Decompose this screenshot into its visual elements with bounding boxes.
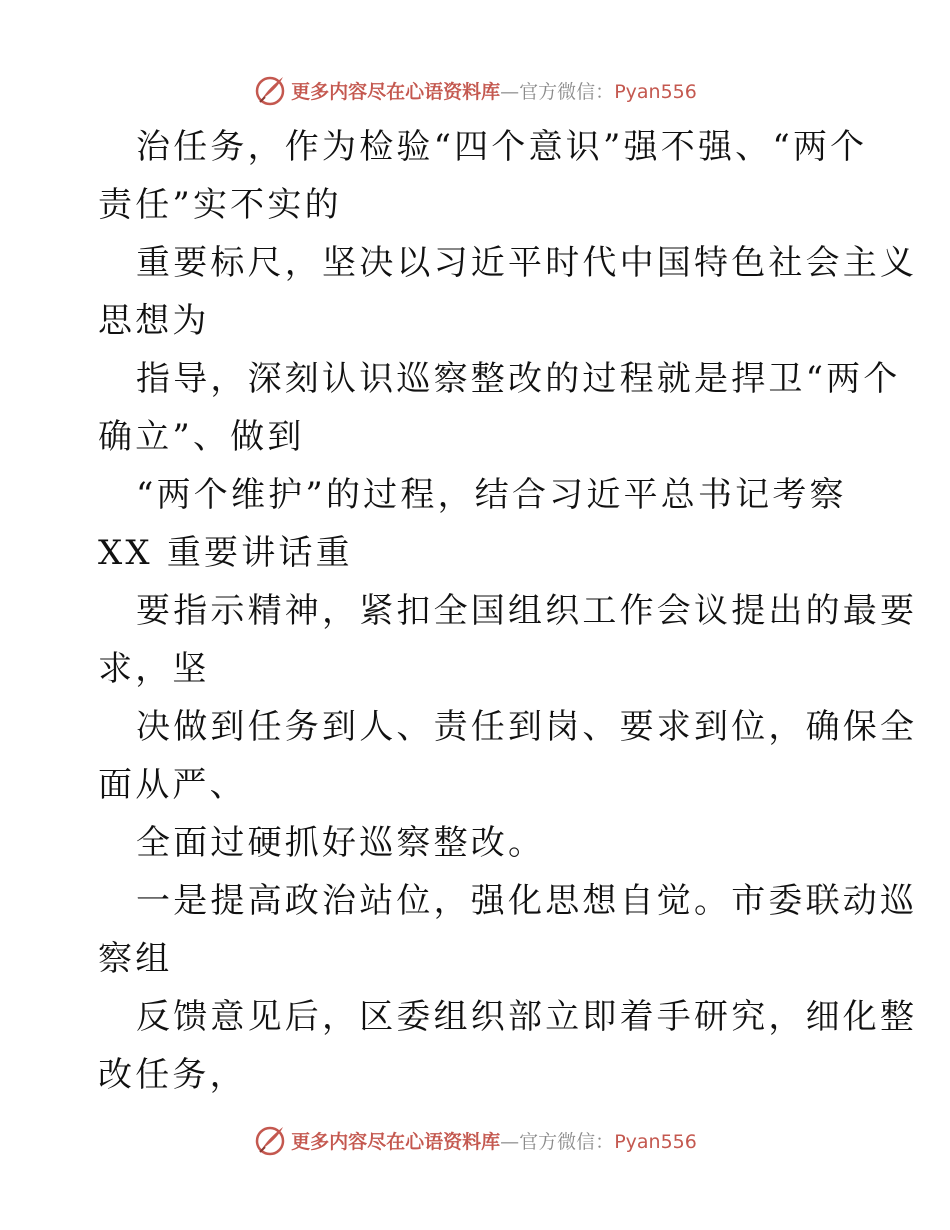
document-body — [98, 118, 918, 1104]
feather-quill-icon — [253, 1123, 287, 1157]
text-line: 一是提高政治站位，强化思想自觉。市委联动巡 — [136, 881, 918, 921]
text-line: 反馈意见后，区委组织部立即着手研究，细化整 — [136, 997, 918, 1037]
watermark-contact-label: 官方微信： — [519, 80, 615, 103]
header-watermark — [0, 70, 950, 110]
text-line: 重要标尺，坚决以习近平时代中国特色社会主义 — [136, 243, 918, 283]
text-line: 面从严、 — [98, 765, 247, 805]
text-line: 确立”、做到 — [98, 417, 305, 457]
watermark-contact-label: 官方微信： — [519, 1130, 615, 1153]
text-line: “两个维护”的过程，结合习近平总书记考察 — [136, 475, 847, 515]
text-line: 要指示精神，紧扣全国组织工作会议提出的最要 — [136, 591, 918, 631]
watermark-handle: Pyan556 — [614, 80, 697, 103]
watermark-separator: — — [500, 1130, 520, 1153]
watermark-brand: 更多内容尽在心语资料库 — [291, 80, 501, 103]
text-line: 责任”实不实的 — [98, 185, 342, 225]
watermark-text — [291, 77, 697, 104]
text-line: 思想为 — [98, 301, 210, 341]
watermark-brand: 更多内容尽在心语资料库 — [291, 1130, 501, 1153]
text-line: 求，坚 — [98, 649, 210, 689]
watermark-separator: — — [500, 80, 520, 103]
text-line: 治任务，作为检验“四个意识”强不强、“两个 — [136, 127, 868, 167]
text-line: 全面过硬抓好巡察整改。 — [136, 823, 546, 863]
text-line: 决做到任务到人、责任到岗、要求到位，确保全 — [136, 707, 918, 747]
watermark-handle: Pyan556 — [614, 1130, 697, 1153]
watermark-text — [291, 1127, 697, 1154]
feather-quill-icon — [253, 73, 287, 107]
text-line: XX 重要讲话重 — [98, 533, 353, 573]
text-line: 指导，深刻认识巡察整改的过程就是捍卫“两个 — [136, 359, 901, 399]
text-line: 察组 — [98, 939, 173, 979]
text-line: 改任务， — [98, 1055, 247, 1095]
footer-watermark — [0, 1120, 950, 1160]
